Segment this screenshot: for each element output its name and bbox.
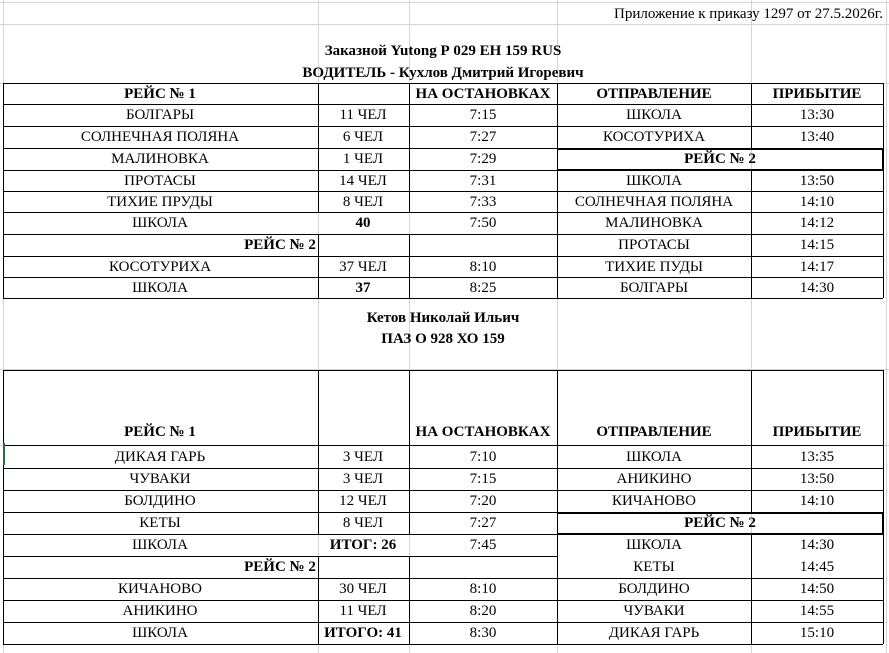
bus2-pm2-stop: ДИКАЯ ГАРЬ [608, 625, 700, 641]
cell-border [409, 234, 410, 298]
bus2-am1-time: 7:27 [469, 515, 497, 531]
bus2-am2-stop: АНИКИНО [122, 603, 198, 619]
cell-border [3, 234, 557, 235]
bus2-header-arrival: ПРИБЫТИЕ [772, 424, 862, 440]
cell-border [882, 148, 884, 170]
bus2-am2-time: 8:10 [469, 581, 497, 597]
cell-border [3, 644, 883, 645]
cell-border [557, 277, 883, 278]
bus1-pm2-stop: МАЛИНОВКА [605, 215, 703, 231]
bus1-header-trip1: РЕЙС № 1 [124, 85, 196, 102]
bus1-header-stops: НА ОСТАНОВКАХ [415, 85, 551, 102]
bus1-am1-count: 40 [355, 215, 371, 231]
bus2-pm1-time: 14:10 [799, 493, 835, 509]
cell-border [557, 533, 883, 535]
cell-border [557, 370, 558, 644]
bus1-header-arrival: ПРИБЫТИЕ [772, 85, 862, 102]
cell-border [557, 622, 883, 623]
cell-border [409, 370, 410, 534]
cell-border [557, 169, 883, 171]
bus2-pm2-stop: ЧУВАКИ [623, 603, 685, 619]
bus2-pm2-stop: БОЛДИНО [618, 581, 690, 597]
bus1-am1-stop: ТИХИЕ ПРУДЫ [107, 193, 213, 210]
cell-border [557, 600, 883, 601]
cell-border [3, 370, 4, 644]
bus1-am2-count: 37 ЧЕЛ [339, 258, 387, 275]
bus1-pm1-stop: ШКОЛА [626, 107, 682, 123]
bus1-pm2-time: 14:12 [799, 215, 835, 231]
bus2-pm2-time: 14:55 [799, 603, 835, 619]
bus2-pm2-stop: КЕТЫ [633, 559, 675, 575]
bus1-am1-time: 7:50 [469, 215, 497, 231]
bus2-am1-count: 8 ЧЕЛ [342, 515, 384, 531]
cell-border [882, 512, 884, 534]
bus1-am2-stop: ШКОЛА [132, 279, 188, 296]
cell-border [751, 83, 752, 148]
bus2-am1-time: 7:20 [469, 493, 497, 509]
bus1-am1-stop: СОЛНЕЧНАЯ ПОЛЯНА [80, 129, 240, 145]
order-reference-note: Приложение к приказу 1297 от 27.5.2026г. [614, 6, 883, 22]
bus2-pm2-time: 14:45 [799, 559, 835, 575]
bus2-am1-stop: ШКОЛА [132, 537, 188, 553]
bus1-pm2-stop: ТИХИЕ ПУДЫ [605, 258, 703, 275]
bus1-am1-time: 7:33 [469, 193, 497, 210]
bus1-am1-count: 11 ЧЕЛ [339, 107, 387, 123]
bus1-pm2-time: 14:30 [799, 279, 835, 296]
cell-border [557, 234, 883, 235]
cell-border [751, 534, 752, 644]
bus2-am1-stop: ЧУВАКИ [129, 471, 191, 487]
bus1-title: Заказной Yutong Р 029 ЕН 159 RUS [324, 43, 562, 59]
bus2-am1-count: 3 ЧЕЛ [342, 448, 384, 465]
cell-border [318, 234, 319, 298]
cell-border [557, 512, 883, 514]
gridline-horizontal [0, 2, 889, 3]
cell-border [557, 578, 883, 579]
bus2-driver: Кетов Николай Ильич [366, 310, 520, 326]
cell-border [3, 83, 4, 298]
bus2-am1-count: ИТОГ: 26 [329, 537, 397, 553]
bus2-pm1-stop: КИЧАНОВО [612, 493, 696, 509]
bus2-am1-stop: БОЛДИНО [124, 493, 196, 509]
bus1-pm2-time: 14:17 [799, 258, 835, 275]
bus2-am1-time: 7:10 [469, 448, 497, 465]
bus1-header-departure: ОТПРАВЛЕНИЕ [596, 85, 712, 102]
bus1-am2-time: 8:25 [469, 279, 497, 296]
cell-border [557, 148, 883, 150]
bus2-pm2-label: РЕЙС № 2 [684, 515, 756, 531]
bus1-am1-count: 6 ЧЕЛ [342, 129, 384, 145]
bus2-pm2-time: 14:30 [799, 537, 835, 553]
bus1-pm2-time: 13:50 [799, 172, 835, 189]
bus2-am2-label: РЕЙС № 2 [244, 559, 316, 575]
bus1-am2-count: 37 [355, 279, 371, 296]
bus2-header-stops: НА ОСТАНОВКАХ [415, 424, 551, 440]
bus1-pm2-stop: СОЛНЕЧНАЯ ПОЛЯНА [574, 193, 734, 210]
cell-border [409, 556, 410, 644]
cell-border [318, 83, 319, 212]
bus1-am2-label: РЕЙС № 2 [244, 237, 316, 253]
bus1-am2-stop: КОСОТУРИХА [108, 258, 212, 275]
bus2-pm1-stop: АНИКИНО [616, 471, 692, 487]
bus1-pm2-stop: БОЛГАРЫ [619, 279, 689, 296]
bus2-header-trip1: РЕЙС № 1 [124, 424, 196, 440]
bus2-am2-stop: КИЧАНОВО [118, 581, 202, 597]
bus2-am2-count: ИТОГО: 41 [324, 625, 402, 641]
bus2-am1-count: 3 ЧЕЛ [342, 471, 384, 487]
bus2-pm2-time: 14:50 [799, 581, 835, 597]
cell-border [751, 370, 752, 512]
cell-border [318, 556, 319, 644]
cell-border [883, 370, 884, 644]
bus1-am1-count: 8 ЧЕЛ [342, 193, 384, 210]
bus2-am2-time: 8:30 [469, 625, 497, 641]
cell-border [3, 298, 883, 299]
bus1-am1-time: 7:29 [469, 151, 497, 167]
bus1-pm2-time: 14:10 [799, 193, 835, 210]
bus2-pm1-time: 13:35 [799, 448, 835, 465]
bus1-am1-count: 14 ЧЕЛ [339, 172, 387, 189]
bus1-am2-time: 8:10 [469, 258, 497, 275]
bus1-pm2-time: 14:15 [799, 237, 835, 253]
bus1-pm2-label: РЕЙС № 2 [684, 151, 756, 167]
bus1-am1-stop: ШКОЛА [132, 215, 188, 231]
bus2-pm1-stop: ШКОЛА [626, 448, 682, 465]
cell-border [557, 83, 558, 298]
bus1-am1-time: 7:27 [469, 129, 497, 145]
bus2-pm2-stop: ШКОЛА [626, 537, 682, 553]
bus2-am1-stop: КЕТЫ [139, 515, 181, 531]
cell-border [3, 556, 557, 557]
bus2-pm2-time: 15:10 [799, 625, 835, 641]
bus1-am1-time: 7:15 [469, 107, 497, 123]
cell-border [883, 83, 884, 298]
bus2-am1-stop: ДИКАЯ ГАРЬ [114, 448, 206, 465]
bus1-am1-stop: ПРОТАСЫ [124, 172, 196, 189]
bus2-am1-count: 12 ЧЕЛ [339, 493, 387, 509]
bus1-pm2-stop: ШКОЛА [626, 172, 682, 189]
bus1-driver: ВОДИТЕЛЬ - Кухлов Дмитрий Игоревич [302, 64, 584, 81]
bus1-am1-stop: МАЛИНОВКА [111, 151, 209, 167]
bus1-am1-count: 1 ЧЕЛ [342, 151, 384, 167]
cell-border [751, 170, 752, 298]
bus1-pm2-stop: ПРОТАСЫ [618, 237, 690, 253]
bus2-am2-count: 30 ЧЕЛ [339, 581, 387, 597]
bus2-am2-time: 8:20 [469, 603, 497, 619]
bus2-header-departure: ОТПРАВЛЕНИЕ [596, 424, 712, 440]
bus1-pm1-time: 13:40 [799, 129, 835, 145]
bus2-am1-time: 7:45 [469, 537, 497, 553]
cell-border [318, 370, 319, 534]
bus1-am1-time: 7:31 [469, 172, 497, 189]
bus2-am1-time: 7:15 [469, 471, 497, 487]
bus1-am1-stop: БОЛГАРЫ [125, 107, 195, 123]
cell-border [409, 83, 410, 212]
bus2-title: ПАЗ О 928 ХО 159 [381, 330, 505, 347]
gridline-vertical [886, 0, 887, 653]
bus1-pm1-stop: КОСОТУРИХА [602, 129, 706, 145]
bus2-am2-count: 11 ЧЕЛ [339, 603, 387, 619]
bus2-pm1-time: 13:50 [799, 471, 835, 487]
bus2-am2-stop: ШКОЛА [132, 625, 188, 641]
active-cell-indicator [3, 443, 5, 465]
gridline-horizontal [0, 24, 889, 25]
bus1-pm1-time: 13:30 [799, 107, 835, 123]
cell-border [3, 578, 557, 579]
